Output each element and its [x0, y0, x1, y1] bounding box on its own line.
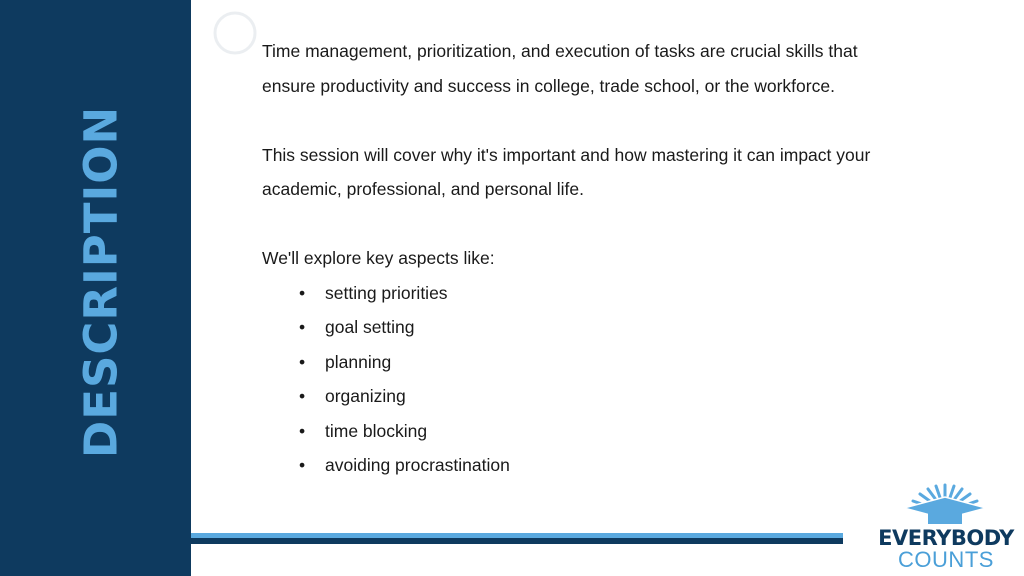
everybody-counts-logo	[872, 482, 1020, 572]
description-body	[262, 34, 962, 483]
section-title: DESCRIPTION	[74, 105, 128, 459]
list-item: • time blocking	[299, 414, 962, 449]
paragraph-1-line-2: ensure productivity and success in college, trade school, or the workforce.	[262, 75, 835, 96]
logo-text-counts: COUNTS	[898, 547, 994, 572]
list-item: • organizing	[299, 379, 962, 414]
paragraph-2-line-2: academic, professional, and personal life.	[262, 179, 584, 199]
list-item: • goal setting	[299, 310, 962, 345]
sunburst-cap-icon	[900, 482, 990, 526]
list-item: • avoiding procrastination	[299, 448, 962, 483]
logo-text-everybody: EVERYBODY	[878, 526, 1014, 550]
footer-stripe-dark	[191, 538, 843, 544]
watermark-icon	[210, 8, 260, 58]
aspects-list	[262, 276, 962, 483]
sidebar-panel	[0, 0, 191, 576]
paragraph-1-line-1: Time management, prioritization, and execution of tasks are crucial skills that	[262, 41, 858, 61]
list-item: • planning	[299, 345, 962, 380]
paragraph-2-line-1: This session will cover why it's important and how mastering it can impact your	[262, 144, 871, 165]
list-item: • setting priorities	[299, 276, 962, 311]
bullet-intro: We'll explore key aspects like:	[262, 248, 495, 268]
